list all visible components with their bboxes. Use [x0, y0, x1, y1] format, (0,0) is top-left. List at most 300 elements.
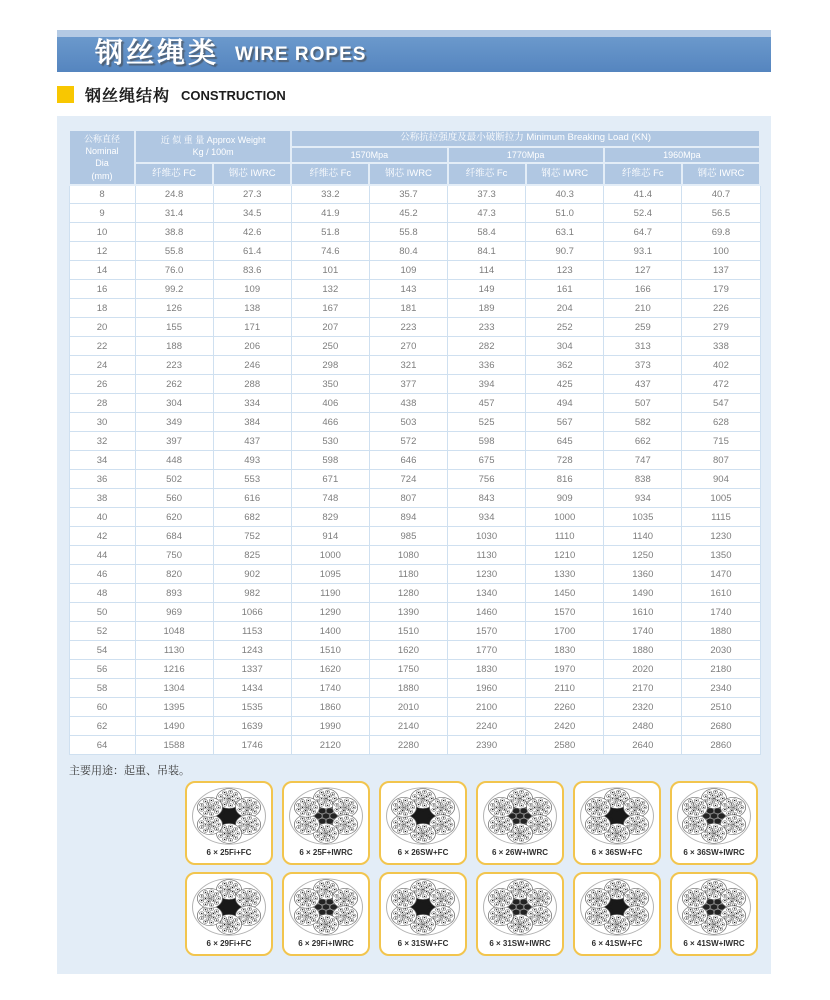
cell-diameter: 50	[69, 603, 135, 622]
cell-value: 40.3	[526, 185, 604, 204]
cell-value: 1216	[135, 660, 213, 679]
cell-diameter: 64	[69, 736, 135, 755]
banner-title-cn: 钢丝绳类	[95, 37, 220, 68]
cell-value: 45.2	[369, 204, 447, 223]
cell-value: 127	[604, 261, 682, 280]
usage-note: 主要用途：起重、吊装。	[69, 765, 190, 778]
cell-value: 109	[369, 261, 447, 280]
section-title-cn: 钢丝绳结构	[85, 87, 171, 105]
cell-value: 829	[291, 508, 369, 527]
cell-value: 1048	[135, 622, 213, 641]
cell-value: 457	[448, 394, 526, 413]
cell-value: 1510	[369, 622, 447, 641]
cell-value: 394	[448, 375, 526, 394]
cell-value: 51.0	[526, 204, 604, 223]
rope-label: 6 × 36SW+IWRC	[683, 848, 745, 858]
cell-value: 51.8	[291, 223, 369, 242]
cell-value: 2180	[682, 660, 760, 679]
cell-value: 63.1	[526, 223, 604, 242]
cell-value: 2680	[682, 717, 760, 736]
cell-value: 1360	[604, 565, 682, 584]
cell-value: 748	[291, 489, 369, 508]
cell-diameter: 48	[69, 584, 135, 603]
rope-cross-section-iwrc	[676, 786, 752, 846]
rope-cross-section-fc	[579, 877, 655, 937]
cell-value: 288	[213, 375, 291, 394]
cell-value: 126	[135, 299, 213, 318]
cell-value: 397	[135, 432, 213, 451]
table-row	[69, 223, 760, 242]
cell-value: 138	[213, 299, 291, 318]
cell-diameter: 36	[69, 470, 135, 489]
cell-value: 336	[448, 356, 526, 375]
table-row	[69, 242, 760, 261]
cell-value: 1880	[369, 679, 447, 698]
cell-value: 982	[213, 584, 291, 603]
cell-value: 1620	[291, 660, 369, 679]
cell-value: 2030	[682, 641, 760, 660]
table-row	[69, 204, 760, 223]
rope-cross-section-fc	[385, 786, 461, 846]
cell-value: 825	[213, 546, 291, 565]
cell-value: 820	[135, 565, 213, 584]
cell-diameter: 22	[69, 337, 135, 356]
table-row	[69, 622, 760, 641]
cell-value: 2510	[682, 698, 760, 717]
table-row	[69, 679, 760, 698]
subcol-1570-iwrc: 钢芯 IWRC	[369, 163, 447, 185]
cell-value: 1400	[291, 622, 369, 641]
cell-value: 1230	[448, 565, 526, 584]
cell-value: 682	[213, 508, 291, 527]
cell-value: 904	[682, 470, 760, 489]
table-row	[69, 318, 760, 337]
cell-value: 1490	[604, 584, 682, 603]
rope-label: 6 × 41SW+FC	[591, 939, 643, 949]
cell-value: 752	[213, 527, 291, 546]
section-title-en: CONSTRUCTION	[181, 87, 286, 103]
cell-value: 1000	[291, 546, 369, 565]
cell-diameter: 20	[69, 318, 135, 337]
rope-label: 6 × 29Fi+FC	[206, 939, 252, 949]
cell-diameter: 42	[69, 527, 135, 546]
cell-value: 1390	[369, 603, 447, 622]
cell-value: 402	[682, 356, 760, 375]
table-row	[69, 451, 760, 470]
cell-value: 1140	[604, 527, 682, 546]
cell-diameter: 56	[69, 660, 135, 679]
cell-value: 1330	[526, 565, 604, 584]
cell-value: 1450	[526, 584, 604, 603]
cell-value: 909	[526, 489, 604, 508]
cell-value: 1080	[369, 546, 447, 565]
cell-diameter: 38	[69, 489, 135, 508]
cell-value: 628	[682, 413, 760, 432]
cell-value: 2110	[526, 679, 604, 698]
cell-value: 149	[448, 280, 526, 299]
cell-value: 1340	[448, 584, 526, 603]
cell-value: 438	[369, 394, 447, 413]
cell-value: 259	[604, 318, 682, 337]
cell-value: 894	[369, 508, 447, 527]
cell-value: 1280	[369, 584, 447, 603]
cell-value: 616	[213, 489, 291, 508]
table-row	[69, 356, 760, 375]
yellow-square-icon	[57, 86, 74, 103]
table-row	[69, 261, 760, 280]
cell-value: 1005	[682, 489, 760, 508]
cell-value: 37.3	[448, 185, 526, 204]
cell-value: 1350	[682, 546, 760, 565]
rope-label: 6 × 29Fi+IWRC	[298, 939, 354, 949]
cell-value: 1035	[604, 508, 682, 527]
dia-header-line: Nominal	[85, 146, 119, 157]
cell-value: 1610	[682, 584, 760, 603]
rope-card	[573, 781, 661, 865]
cell-value: 90.7	[526, 242, 604, 261]
subcol-1960-fc: 纤维芯 Fc	[604, 163, 682, 185]
subcol-weight-fc: 纤维芯 FC	[135, 163, 213, 185]
table-row	[69, 470, 760, 489]
cell-value: 747	[604, 451, 682, 470]
cell-value: 179	[682, 280, 760, 299]
cell-value: 553	[213, 470, 291, 489]
cell-value: 123	[526, 261, 604, 280]
cell-value: 1304	[135, 679, 213, 698]
cell-value: 2280	[369, 736, 447, 755]
cell-value: 304	[135, 394, 213, 413]
cell-value: 171	[213, 318, 291, 337]
cell-value: 1130	[448, 546, 526, 565]
cell-diameter: 18	[69, 299, 135, 318]
cell-value: 55.8	[135, 242, 213, 261]
cell-value: 132	[291, 280, 369, 299]
rope-cross-section-iwrc	[482, 877, 558, 937]
cell-value: 2320	[604, 698, 682, 717]
table-body	[69, 185, 760, 755]
cell-value: 503	[369, 413, 447, 432]
cell-value: 1030	[448, 527, 526, 546]
table-row	[69, 527, 760, 546]
cell-value: 188	[135, 337, 213, 356]
cell-value: 34.5	[213, 204, 291, 223]
cell-value: 321	[369, 356, 447, 375]
table-row	[69, 603, 760, 622]
cell-value: 724	[369, 470, 447, 489]
cell-value: 373	[604, 356, 682, 375]
rope-card	[185, 872, 273, 956]
table-row	[69, 375, 760, 394]
cell-value: 42.6	[213, 223, 291, 242]
cell-value: 27.3	[213, 185, 291, 204]
cell-value: 313	[604, 337, 682, 356]
rope-card	[282, 781, 370, 865]
cell-value: 1115	[682, 508, 760, 527]
cell-value: 1180	[369, 565, 447, 584]
cell-value: 1740	[291, 679, 369, 698]
cell-value: 304	[526, 337, 604, 356]
rope-label: 6 × 25F+IWRC	[299, 848, 353, 858]
cell-value: 2580	[526, 736, 604, 755]
cell-value: 2420	[526, 717, 604, 736]
col-header-grade-1570: 1570Mpa	[291, 147, 447, 163]
weight-header-line: Kg / 100m	[192, 147, 234, 158]
cell-value: 406	[291, 394, 369, 413]
cell-value: 1290	[291, 603, 369, 622]
cell-diameter: 26	[69, 375, 135, 394]
content-panel	[57, 116, 771, 974]
table-row	[69, 660, 760, 679]
cell-value: 181	[369, 299, 447, 318]
cell-value: 572	[369, 432, 447, 451]
cell-value: 64.7	[604, 223, 682, 242]
cell-value: 1243	[213, 641, 291, 660]
cell-value: 1230	[682, 527, 760, 546]
cell-value: 223	[369, 318, 447, 337]
cell-value: 494	[526, 394, 604, 413]
cell-value: 1570	[526, 603, 604, 622]
cell-value: 560	[135, 489, 213, 508]
cell-value: 262	[135, 375, 213, 394]
col-header-breaking-load: 公称抗拉强度及最小破断拉力 Minimum Breaking Load (KN)	[291, 130, 760, 147]
cell-value: 750	[135, 546, 213, 565]
cell-value: 58.4	[448, 223, 526, 242]
table-row	[69, 508, 760, 527]
cell-diameter: 8	[69, 185, 135, 204]
cell-value: 1570	[448, 622, 526, 641]
cell-value: 1130	[135, 641, 213, 660]
cell-value: 2640	[604, 736, 682, 755]
cell-value: 210	[604, 299, 682, 318]
cell-value: 934	[448, 508, 526, 527]
cell-value: 362	[526, 356, 604, 375]
cell-diameter: 54	[69, 641, 135, 660]
cell-value: 99.2	[135, 280, 213, 299]
cell-value: 1210	[526, 546, 604, 565]
cell-value: 969	[135, 603, 213, 622]
cell-value: 1960	[448, 679, 526, 698]
cell-value: 838	[604, 470, 682, 489]
cell-value: 728	[526, 451, 604, 470]
cell-value: 100	[682, 242, 760, 261]
cell-value: 1066	[213, 603, 291, 622]
cell-value: 137	[682, 261, 760, 280]
cell-value: 76.0	[135, 261, 213, 280]
cell-diameter: 60	[69, 698, 135, 717]
rope-cross-section-fc	[191, 786, 267, 846]
cell-value: 56.5	[682, 204, 760, 223]
rope-cross-section-fc	[191, 877, 267, 937]
cell-value: 384	[213, 413, 291, 432]
col-header-approx-weight	[135, 130, 291, 163]
cell-value: 1190	[291, 584, 369, 603]
cell-value: 1700	[526, 622, 604, 641]
cell-diameter: 10	[69, 223, 135, 242]
cell-diameter: 16	[69, 280, 135, 299]
cell-value: 816	[526, 470, 604, 489]
cell-diameter: 62	[69, 717, 135, 736]
cell-value: 684	[135, 527, 213, 546]
rope-cross-section-iwrc	[288, 877, 364, 937]
col-header-nominal-dia	[69, 130, 135, 185]
cell-value: 598	[291, 451, 369, 470]
cell-value: 530	[291, 432, 369, 451]
cell-value: 547	[682, 394, 760, 413]
cell-value: 807	[369, 489, 447, 508]
cell-value: 279	[682, 318, 760, 337]
cell-value: 448	[135, 451, 213, 470]
table-header	[69, 130, 760, 185]
rope-card	[670, 781, 758, 865]
cell-value: 101	[291, 261, 369, 280]
cell-value: 206	[213, 337, 291, 356]
cell-value: 1830	[526, 641, 604, 660]
cell-value: 507	[604, 394, 682, 413]
rope-card	[282, 872, 370, 956]
cell-value: 61.4	[213, 242, 291, 261]
wire-rope-table	[68, 129, 761, 755]
cell-value: 250	[291, 337, 369, 356]
cell-diameter: 28	[69, 394, 135, 413]
cell-value: 1470	[682, 565, 760, 584]
table-row	[69, 280, 760, 299]
cell-value: 934	[604, 489, 682, 508]
table-row	[69, 717, 760, 736]
table-row	[69, 736, 760, 755]
cell-value: 1860	[291, 698, 369, 717]
cell-value: 902	[213, 565, 291, 584]
cell-value: 662	[604, 432, 682, 451]
cell-diameter: 24	[69, 356, 135, 375]
rope-label: 6 × 41SW+IWRC	[683, 939, 745, 949]
cell-diameter: 40	[69, 508, 135, 527]
cell-value: 1434	[213, 679, 291, 698]
rope-card	[670, 872, 758, 956]
rope-label: 6 × 25Fi+FC	[206, 848, 252, 858]
rope-card	[379, 781, 467, 865]
cell-value: 2010	[369, 698, 447, 717]
cell-value: 204	[526, 299, 604, 318]
table-row	[69, 698, 760, 717]
cell-value: 2240	[448, 717, 526, 736]
rope-card	[185, 781, 273, 865]
banner-title-en: WIRE ROPES	[235, 44, 367, 65]
cell-diameter: 46	[69, 565, 135, 584]
cell-value: 1880	[682, 622, 760, 641]
cell-value: 893	[135, 584, 213, 603]
cell-value: 298	[291, 356, 369, 375]
cell-value: 2390	[448, 736, 526, 755]
cell-value: 1610	[604, 603, 682, 622]
cell-value: 350	[291, 375, 369, 394]
cell-value: 1620	[369, 641, 447, 660]
cell-value: 109	[213, 280, 291, 299]
cell-value: 143	[369, 280, 447, 299]
cell-value: 567	[526, 413, 604, 432]
rope-cross-section-iwrc	[288, 786, 364, 846]
subcol-1960-iwrc: 钢芯 IWRC	[682, 163, 760, 185]
cell-diameter: 34	[69, 451, 135, 470]
cell-diameter: 32	[69, 432, 135, 451]
cell-value: 47.3	[448, 204, 526, 223]
cell-value: 1110	[526, 527, 604, 546]
rope-card	[379, 872, 467, 956]
table-row	[69, 584, 760, 603]
cell-value: 41.4	[604, 185, 682, 204]
cell-value: 83.6	[213, 261, 291, 280]
cell-value: 675	[448, 451, 526, 470]
cell-value: 233	[448, 318, 526, 337]
cell-value: 1460	[448, 603, 526, 622]
cell-value: 167	[291, 299, 369, 318]
cell-value: 472	[682, 375, 760, 394]
cell-value: 270	[369, 337, 447, 356]
rope-cross-section-fc	[579, 786, 655, 846]
cell-value: 246	[213, 356, 291, 375]
cell-value: 80.4	[369, 242, 447, 261]
table-row	[69, 337, 760, 356]
subcol-weight-iwrc: 钢芯 IWRC	[213, 163, 291, 185]
cell-value: 282	[448, 337, 526, 356]
cell-value: 671	[291, 470, 369, 489]
cell-value: 2020	[604, 660, 682, 679]
cell-value: 55.8	[369, 223, 447, 242]
cell-value: 1990	[291, 717, 369, 736]
cell-value: 620	[135, 508, 213, 527]
cell-value: 41.9	[291, 204, 369, 223]
cell-value: 24.8	[135, 185, 213, 204]
cell-value: 93.1	[604, 242, 682, 261]
col-header-grade-1960: 1960Mpa	[604, 147, 760, 163]
rope-card	[573, 872, 661, 956]
cell-value: 466	[291, 413, 369, 432]
rope-label: 6 × 26W+IWRC	[491, 848, 548, 858]
cell-value: 207	[291, 318, 369, 337]
cell-value: 84.1	[448, 242, 526, 261]
cell-value: 2140	[369, 717, 447, 736]
cell-value: 1153	[213, 622, 291, 641]
cell-value: 161	[526, 280, 604, 299]
cell-value: 437	[604, 375, 682, 394]
cell-value: 985	[369, 527, 447, 546]
cell-value: 598	[448, 432, 526, 451]
cell-value: 2340	[682, 679, 760, 698]
cell-value: 334	[213, 394, 291, 413]
dia-header-line: Dia	[95, 158, 109, 169]
cell-value: 756	[448, 470, 526, 489]
cell-diameter: 44	[69, 546, 135, 565]
weight-header-line: 近 似 重 量 Approx Weight	[160, 135, 266, 146]
cell-value: 114	[448, 261, 526, 280]
cell-value: 226	[682, 299, 760, 318]
cell-diameter: 58	[69, 679, 135, 698]
rope-cross-section-iwrc	[482, 786, 558, 846]
subcol-1570-fc: 纤维芯 Fc	[291, 163, 369, 185]
cell-value: 1535	[213, 698, 291, 717]
section-heading	[57, 83, 830, 105]
table-row	[69, 413, 760, 432]
cell-diameter: 14	[69, 261, 135, 280]
cell-value: 1095	[291, 565, 369, 584]
cell-value: 2860	[682, 736, 760, 755]
dia-header-line: 公称直径	[83, 134, 120, 145]
cell-value: 2260	[526, 698, 604, 717]
cell-value: 74.6	[291, 242, 369, 261]
cell-value: 166	[604, 280, 682, 299]
cell-value: 223	[135, 356, 213, 375]
cell-value: 1639	[213, 717, 291, 736]
rope-cross-section-iwrc	[676, 877, 752, 937]
